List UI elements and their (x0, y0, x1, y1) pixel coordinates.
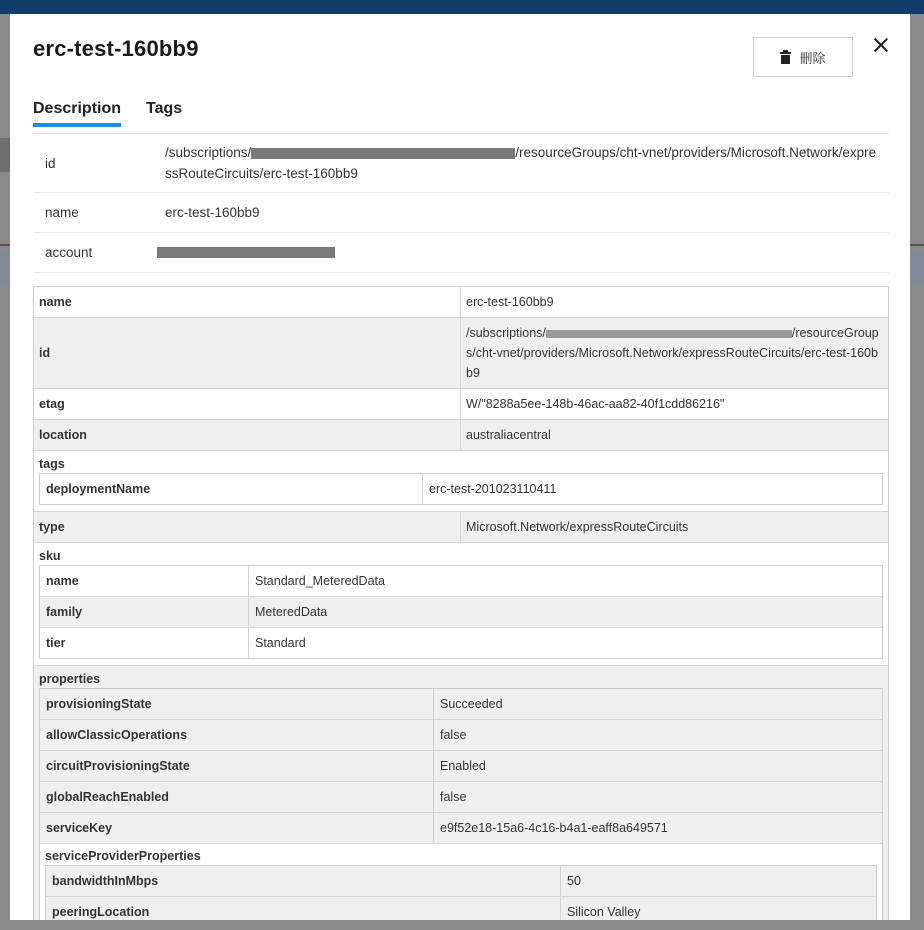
description-key: id (45, 155, 56, 171)
detail-key: allowClassicOperations (40, 720, 434, 750)
description-key: name (45, 205, 79, 220)
detail-row-id (34, 318, 888, 389)
detail-key: circuitProvisioningState (40, 751, 434, 781)
service-provider-table (45, 865, 877, 920)
tab-bar (33, 100, 182, 127)
detail-value: MeteredData (255, 605, 328, 619)
delete-button[interactable] (753, 37, 853, 77)
detail-row-type (34, 512, 888, 543)
table-row (40, 474, 882, 504)
detail-key: provisioningState (40, 689, 434, 719)
detail-row-etag (34, 389, 888, 420)
detail-key: location (34, 420, 461, 450)
detail-key: globalReachEnabled (40, 782, 434, 812)
detail-value: false (440, 790, 467, 804)
detail-group-tags (34, 451, 888, 512)
close-icon[interactable] (870, 34, 892, 56)
properties-table (39, 688, 883, 920)
redacted-subscription (251, 148, 515, 159)
id-suffix: /resourceGroups/cht-vnet/providers/Microsoft.Network/expressRouteCircuits/erc-test-160bb9 (466, 326, 879, 380)
table-row (40, 566, 882, 597)
backdrop-divider (0, 244, 10, 246)
description-row-name (33, 193, 889, 233)
detail-value: erc-test-160bb9 (466, 295, 554, 309)
table-row (46, 897, 876, 920)
resource-details-table (33, 286, 889, 920)
detail-key: deploymentName (40, 474, 423, 504)
detail-value: Microsoft.Network/expressRouteCircuits (466, 520, 689, 534)
id-prefix: /subscriptions/ (466, 326, 546, 340)
detail-key: name (34, 287, 461, 317)
detail-value: e9f52e18-15a6-4c16-b4a1-eaff8a649571 (440, 821, 668, 835)
detail-value: Succeeded (440, 697, 503, 711)
tags-table (39, 473, 883, 505)
detail-row-location (34, 420, 888, 451)
description-account-value (153, 233, 889, 272)
trash-icon (780, 51, 791, 64)
detail-key: name (40, 566, 249, 596)
table-row (40, 720, 882, 751)
tab-description[interactable]: Description (33, 100, 121, 127)
group-label: serviceProviderProperties (45, 849, 201, 863)
description-key: account (45, 245, 93, 260)
description-row-account (33, 233, 889, 273)
detail-key: type (34, 512, 461, 542)
detail-value: Enabled (440, 759, 486, 773)
detail-group-sku (34, 543, 888, 666)
backdrop-divider (910, 244, 924, 246)
tab-tags[interactable]: Tags (146, 100, 183, 117)
detail-key: tier (40, 628, 249, 658)
detail-key: id (34, 318, 461, 388)
table-row (40, 813, 882, 844)
description-row-id (33, 134, 889, 193)
detail-value: Standard (255, 636, 306, 650)
backdrop-row (0, 252, 10, 286)
modal-title: erc-test-160bb9 (33, 36, 199, 61)
detail-value (461, 318, 888, 388)
table-row (40, 751, 882, 782)
table-row (40, 628, 882, 658)
detail-value: 50 (567, 874, 581, 888)
detail-key: peeringLocation (46, 897, 561, 920)
group-label: tags (39, 457, 65, 471)
table-row (40, 597, 882, 628)
detail-key: serviceKey (40, 813, 434, 843)
table-row (46, 866, 876, 897)
detail-value: Standard_MeteredData (255, 574, 385, 588)
sku-table (39, 565, 883, 659)
backdrop-fragment (0, 138, 10, 172)
table-row (40, 782, 882, 813)
detail-group-properties (34, 666, 888, 920)
delete-button-label: 刪除 (799, 51, 826, 67)
description-name-value: erc-test-160bb9 (165, 205, 260, 220)
description-id-value (153, 134, 889, 192)
detail-value: Silicon Valley (567, 905, 641, 919)
id-suffix: /resourceGroups/cht-vnet/providers/Microsoft.Network/expressRouteCircuits/erc-test-160bb9 (165, 145, 877, 181)
redacted-subscription (546, 330, 792, 338)
detail-key: etag (34, 389, 461, 419)
table-row (40, 689, 882, 720)
detail-group-service-provider (40, 844, 882, 920)
detail-value: W/"8288a5ee-148b-46ac-aa82-40f1cdd86216" (466, 397, 725, 411)
detail-value: australiacentral (466, 428, 551, 442)
redacted-account (157, 247, 335, 258)
group-label: properties (39, 672, 101, 686)
app-header-bar (0, 0, 924, 14)
detail-value: erc-test-201023110411 (429, 482, 557, 496)
detail-value: false (440, 728, 467, 742)
detail-key: family (40, 597, 249, 627)
id-prefix: /subscriptions/ (165, 145, 252, 160)
resource-detail-modal (10, 14, 910, 920)
detail-row-name (34, 287, 888, 318)
description-panel (33, 133, 889, 273)
detail-key: bandwidthInMbps (46, 866, 561, 896)
backdrop-row (910, 252, 924, 286)
group-label: sku (39, 549, 61, 563)
